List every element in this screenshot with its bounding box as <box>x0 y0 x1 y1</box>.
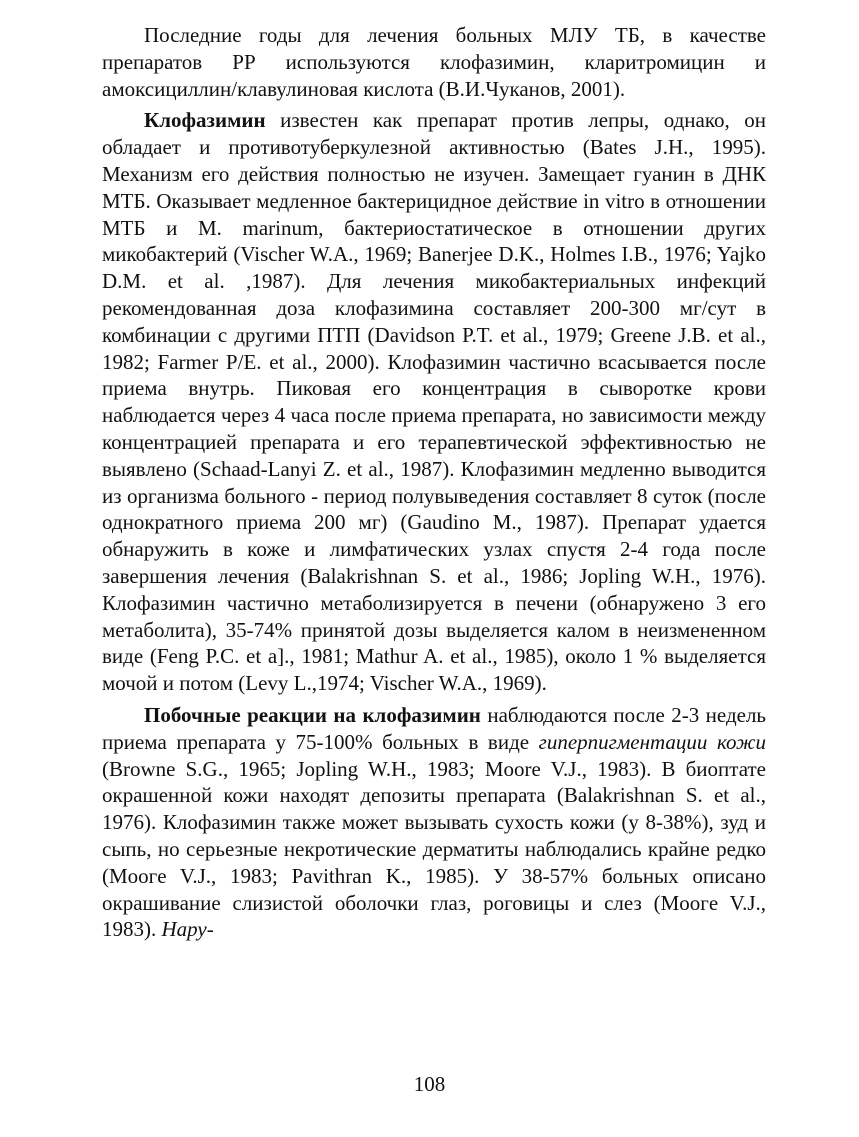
paragraph-intro-text: Последние годы для лечения больных МЛУ ТБ, в качестве препаратов РР используются клофазимин, кларитромицин и амоксициллин/клавулиновая кислота (В.И.Чуканов, 2001). <box>102 23 766 101</box>
paragraph-clofazimine-lead: Клофазимин <box>144 108 266 133</box>
paragraph-side-effects-italic-2: Нару- <box>161 917 214 942</box>
paragraph-side-effects-text-2: (Browne S.G., 1965; Jopling W.H., 1983; Moore V.J., 1983). В биоптате окрашенной кожи находят депозиты препарата (Balakrishnan S. et al., 1976). Клофазимин также может вызывать сухость кожи (у 8-38%), зуд и сыпь, но серьезные некротические дерматиты наблюдались крайне редко (Mooгe V.J., 1983; Pavithran K., 1985). У 38-57% больных описано окрашивание слизистой оболочки глаз, роговицы и слез (Mooгe V.J., 1983). <box>102 756 766 942</box>
page-body <box>102 22 766 943</box>
paragraph-side-effects-text-1: наблюдаются после 2-3 недель приема препарата у 75-100% больных в виде <box>102 702 767 754</box>
paragraph-clofazimine <box>102 107 766 697</box>
paragraph-clofazimine-text: известен как препарат против лепры, однако, он обладает и противотуберкулезной активностью (Bates J.H., 1995). Механизм его действия полностью не изучен. Замещает гуанин в ДНК МТБ. Оказывает медленное бактерицидное действие in vitro в отношении МТБ и M. marinum, бактериостатическое в отношении других микобактерий (Vischer W.A., 1969; Banerjee D.K., Holmes I.B., 1976; Yajko D.M. et al. ,1987). Для лечения микобактериальных инфекций рекомендованная доза клофазимина составляет 200-300 мг/сут в комбинации с другими ПТП (Davidson P.T. et al., 1979; Greene J.B. et al., 1982; Farmer P/E. et al., 2000). Клофазимин частично всасывается после приема внутрь. Пиковая его концентрация в сыворотке крови наблюдается через 4 часа после приема препарата, но зависимости между концентрацией препарата и его терапевтической эффективностью не выявлено (Schaad-Lanyi Z. et al., 1987). Клофазимин медленно выводится из организма больного - период полувыведения составляет 8 суток (после однократного приема 200 мг) (Gaudino M., 1987). Препарат удается обнаружить в коже и лимфатических узлах спустя 2-4 года после завершения лечения (Balakrishnan S. et al., 1986; Jopling W.H., 1976). Клофазимин частично метаболизируется в печени (обнаружено 3 его метаболита), 35-74% принятой дозы выделяется калом в неизмененном виде (Feng P.C. et a]., 1981; Mathur A. et al., 1985), около 1 % выделяется мочой и потом (Levy L.,1974; Vischer W.A., 1969). <box>102 108 766 696</box>
page-number: 108 <box>413 1072 446 1096</box>
paragraph-side-effects-lead: Побочные реакции на клофазимин <box>144 702 481 727</box>
paragraph-side-effects <box>102 702 766 943</box>
paragraph-intro <box>102 22 766 102</box>
paragraph-side-effects-italic-1: гиперпигментации кожи <box>538 729 766 754</box>
